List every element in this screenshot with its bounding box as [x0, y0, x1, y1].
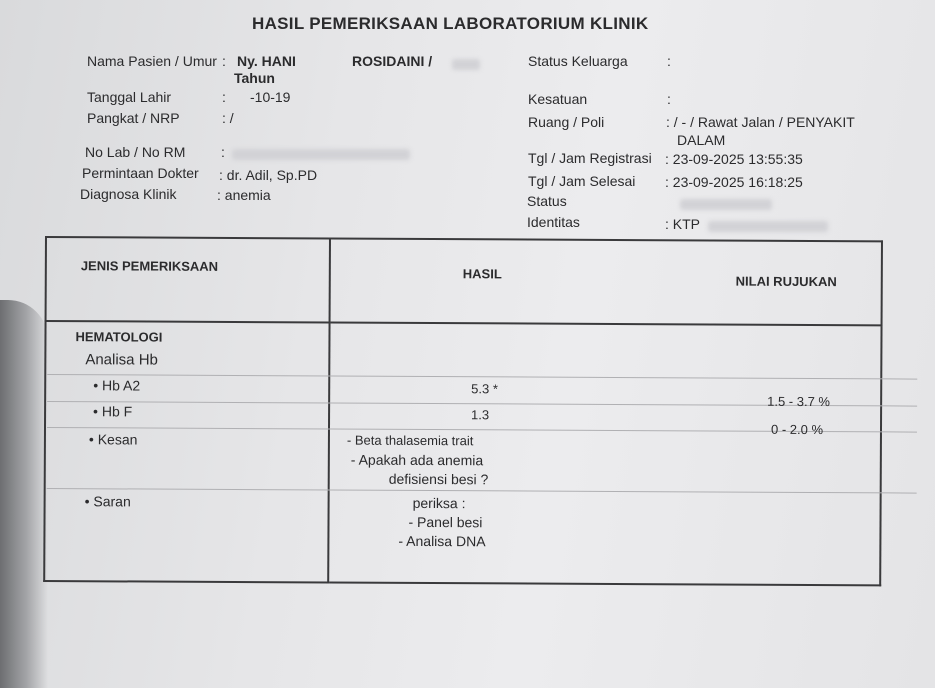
result-hb-f: 1.3 — [471, 407, 490, 423]
col-header-result — [330, 238, 882, 325]
unit-value: : — [667, 91, 671, 107]
kesan-line-1: - Beta thalasemia trait — [346, 432, 474, 449]
patient-first-name: Ny. HANI — [237, 53, 296, 69]
dob-sep: : — [222, 89, 226, 105]
status-label: Status — [527, 193, 567, 209]
room-value-2: DALAM — [677, 132, 726, 148]
saran-line-3: - Analisa DNA — [398, 532, 486, 550]
redacted-age — [452, 59, 480, 70]
diagnosis-value: : anemia — [217, 187, 271, 203]
saran-line-2: - Panel besi — [408, 513, 483, 531]
subsection-analisa-hb: Analisa Hb — [85, 351, 158, 369]
lab-value: : — [221, 144, 225, 160]
kesan-label: • Kesan — [88, 431, 138, 448]
table-body-row — [44, 321, 881, 585]
test-name-column — [44, 321, 329, 582]
result-hb-a2: 5.3 * — [471, 381, 498, 397]
reference-hb-a2: 1.5 - 3.7 % — [767, 393, 831, 410]
room-value: : / - / Rawat Jalan / PENYAKIT — [666, 114, 855, 130]
results-table — [43, 236, 883, 586]
age-unit: Tahun — [234, 70, 275, 86]
identity-value: : KTP — [665, 216, 701, 232]
result-cell — [330, 325, 879, 584]
kesan-line-2: - Apakah ada anemia — [350, 451, 484, 469]
hand-shadow — [0, 300, 48, 688]
doctor-label: Permintaan Dokter — [82, 165, 199, 181]
test-hb-f: • Hb F — [93, 403, 133, 420]
lab-label: No Lab / No RM — [85, 144, 186, 160]
redacted-identity — [708, 221, 828, 232]
patient-last-name: ROSIDAINI / — [352, 53, 433, 69]
family-status-value: : — [667, 53, 671, 69]
reference-hb-f: 0 - 2.0 % — [770, 421, 824, 438]
registration-value: : 23-09-2025 13:55:35 — [665, 151, 803, 167]
rank-label: Pangkat / NRP — [87, 110, 180, 126]
test-name-cell — [46, 323, 327, 580]
redacted-status — [680, 199, 772, 210]
col-header-test: JENIS PEMERIKSAAN — [46, 237, 330, 322]
col-header-reference: NILAI RUJUKAN — [735, 273, 837, 290]
diagnosis-label: Diagnosa Klinik — [80, 186, 177, 202]
col-header-result-label: HASIL — [462, 266, 502, 282]
kesan-line-3: defisiensi besi ? — [388, 470, 489, 488]
redacted-lab-number — [232, 149, 410, 160]
document-title: HASIL PEMERIKSAAN LABORATORIUM KLINIK — [252, 14, 649, 33]
name-sep: : — [222, 53, 226, 69]
completion-value: : 23-09-2025 16:18:25 — [665, 174, 803, 190]
test-hb-a2: • Hb A2 — [93, 377, 141, 394]
name-label: Nama Pasien / Umur — [87, 53, 217, 69]
unit-label: Kesatuan — [528, 91, 588, 107]
result-column — [328, 322, 881, 585]
completion-label: Tgl / Jam Selesai — [528, 173, 636, 189]
saran-label: • Saran — [84, 493, 131, 510]
section-hematology: HEMATOLOGI — [75, 329, 163, 345]
family-status-label: Status Keluarga — [528, 53, 628, 69]
identity-label: Identitas — [527, 214, 580, 230]
dob-value: -10-19 — [250, 89, 291, 105]
registration-label: Tgl / Jam Registrasi — [528, 150, 652, 166]
saran-line-1: periksa : — [412, 494, 466, 512]
dob-label: Tanggal Lahir — [87, 89, 172, 105]
room-label: Ruang / Poli — [528, 114, 605, 130]
table-header-row — [46, 237, 882, 325]
rank-value: : / — [222, 110, 234, 126]
doctor-value: : dr. Adil, Sp.PD — [219, 167, 318, 183]
